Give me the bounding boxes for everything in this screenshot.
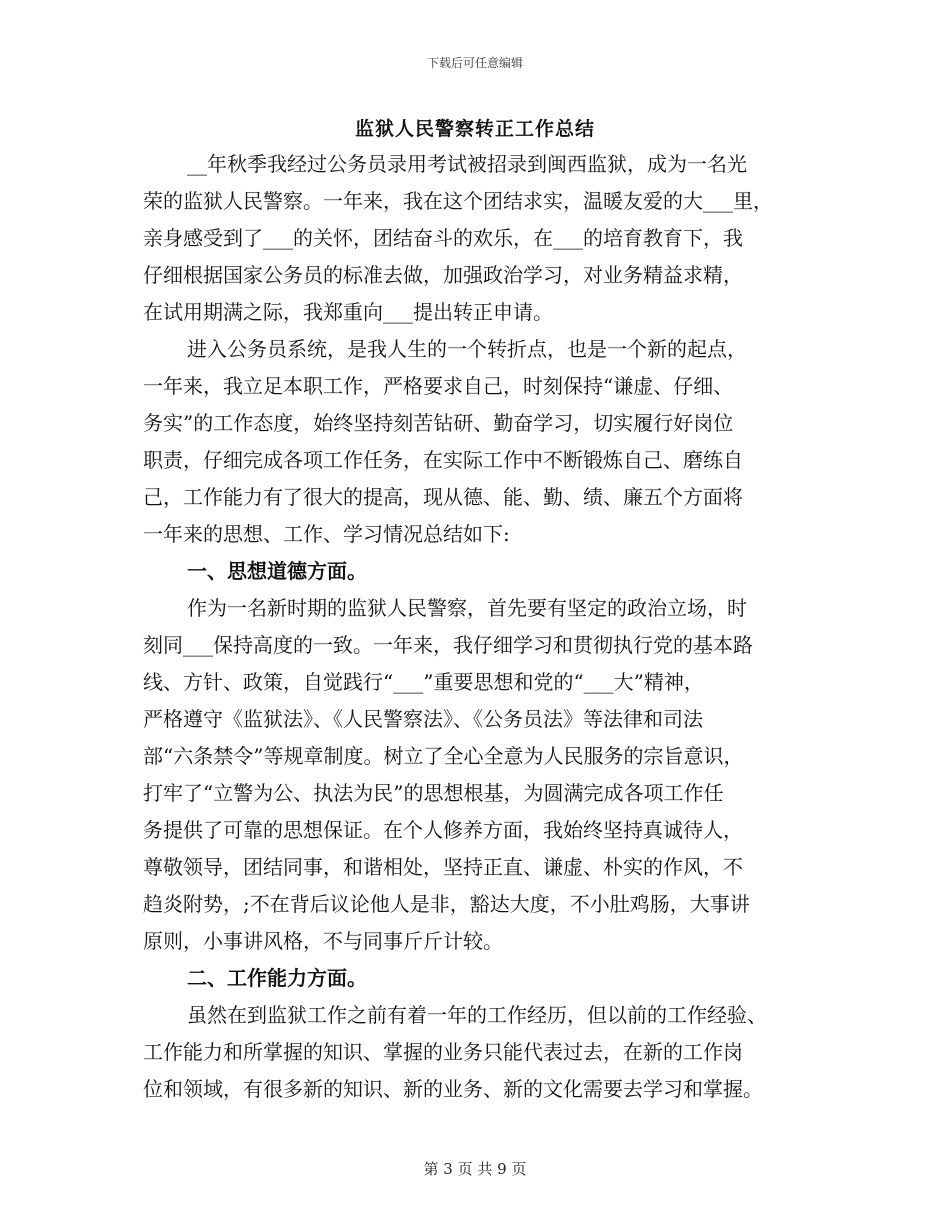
body-line: 一年来的思想、工作、学习情况总结如下: — [143, 522, 510, 546]
body-line: 严格遵守《监狱法》、《人民警察法》、《公务员法》等法律和司法 — [143, 707, 703, 731]
body-line: 荣的监狱人民警察。一年来，我在这个团结求实，温暖友爱的大___里， — [143, 189, 773, 213]
body-line: 尊敬领导，团结同事，和谐相处，坚持正直、谦虚、朴实的作风，不 — [143, 855, 743, 879]
body-line: 在试用期满之际，我郑重向___提出转正申请。 — [143, 300, 553, 324]
body-line: 工作能力和所掌握的知识、掌握的业务只能代表过去，在新的工作岗 — [143, 1040, 743, 1064]
document-title: 监狱人民警察转正工作总结 — [354, 118, 595, 140]
body-line: 虽然在到监狱工作之前有着一年的工作经历，但以前的工作经验、 — [187, 1003, 767, 1027]
body-line: 线、方针、政策，自觉践行“___”重要思想和党的“___大”精神， — [143, 670, 704, 694]
body-line: 作为一名新时期的监狱人民警察，首先要有坚定的政治立场，时 — [187, 596, 747, 620]
body-line: 趋炎附势，;不在背后议论他人是非，豁达大度，不小肚鸡肠，大事讲 — [143, 892, 750, 916]
body-line: 己，工作能力有了很大的提高，现从德、能、勤、绩、廉五个方面将 — [143, 485, 743, 509]
body-line: 打牢了“立警为公、执法为民”的思想根基，为圆满完成各项工作任 — [143, 781, 724, 805]
page-number: 第 3 页 共 9 页 — [423, 1160, 527, 1178]
body-line: 部“六条禁令”等规章制度。树立了全心全意为人民服务的宗旨意识， — [143, 744, 744, 768]
body-line: __年秋季我经过公务员录用考试被招录到闽西监狱，成为一名光 — [187, 152, 747, 176]
body-line: 刻同___保持高度的一致。一年来，我仔细学习和贯彻执行党的基本路 — [143, 633, 753, 657]
body-line: 职责，仔细完成各项工作任务，在实际工作中不断锻炼自己、磨练自 — [143, 448, 743, 472]
section-heading: 一、思想道德方面。 — [187, 559, 367, 583]
body-line: 位和领域，有很多新的知识、新的业务、新的文化需要去学习和掌握。 — [143, 1077, 763, 1101]
body-line: 亲身感受到了___的关怀，团结奋斗的欢乐，在___的培育教育下，我 — [143, 226, 743, 250]
section-heading: 二、工作能力方面。 — [187, 966, 367, 990]
body-line: 一年来，我立足本职工作，严格要求自己，时刻保持“谦虚、仔细、 — [143, 374, 734, 398]
body-line: 仔细根据国家公务员的标准去做，加强政治学习，对业务精益求精， — [143, 263, 743, 287]
page-header-note: 下载后可任意编辑 — [426, 56, 523, 70]
body-line: 务实”的工作态度，始终坚持刻苦钻研、勤奋学习，切实履行好岗位 — [143, 411, 734, 435]
body-line: 务提供了可靠的思想保证。在个人修养方面，我始终坚持真诚待人， — [143, 818, 743, 842]
body-line: 原则，小事讲风格，不与同事斤斤计较。 — [143, 929, 503, 953]
body-line: 进入公务员系统，是我人生的一个转折点，也是一个新的起点， — [187, 337, 747, 361]
